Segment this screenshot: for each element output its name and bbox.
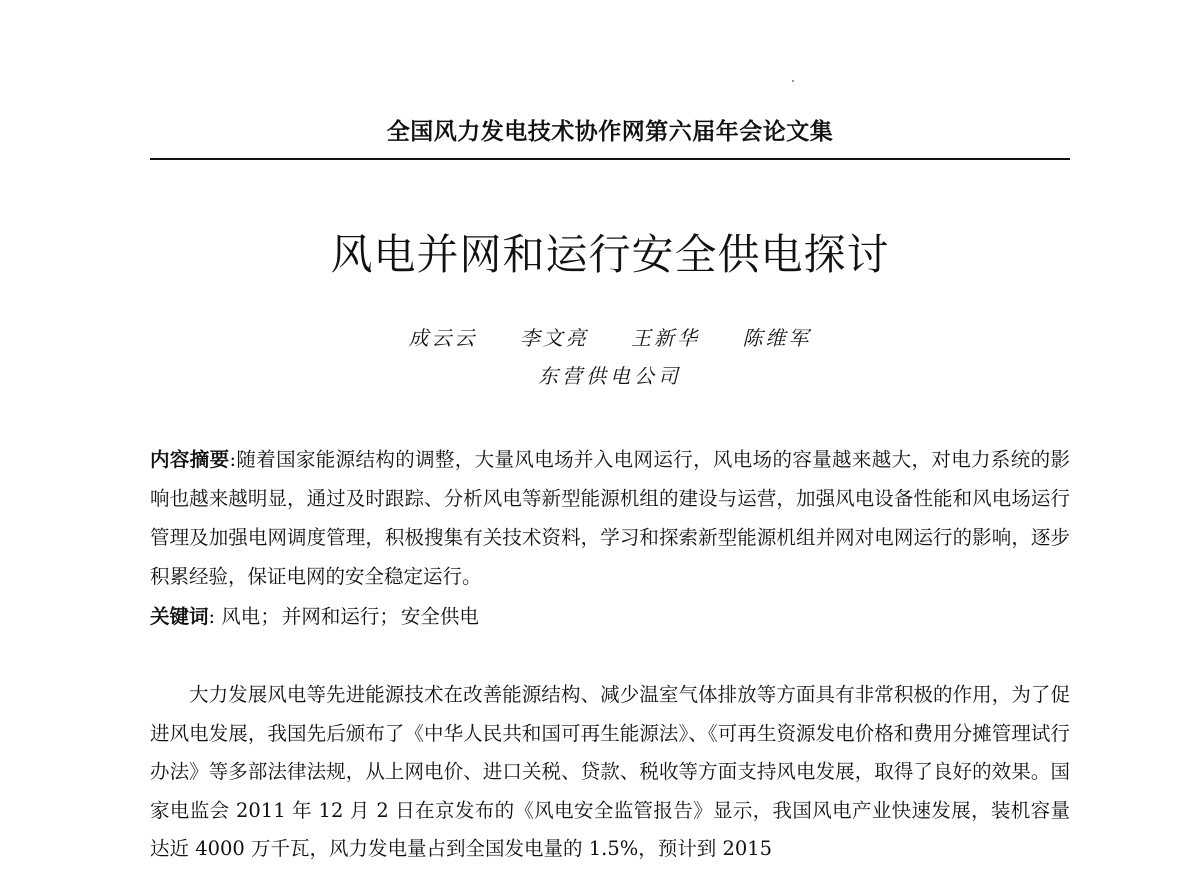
- body-paragraph: 大力发展风电等先进能源技术在改善能源结构、减少温室气体排放等方面具有非常积极的作用，为了促进风电发展，我国先后颁布了《中华人民共和国可再生能源法》、《可再生资源发电价格和费用分摊管理试行办法》等多部法律法规，从上网电价、进口关税、贷款、税收等方面支持风电发展，取得了良好的效果。国家电监会 2011 年 12 月 2 日在京发布的《风电安全监管报告》显示，我国风电产业快速发展，装机容量达近 4000 万千瓦，风力发电量占到全国发电量的 1.5%，预计到 2015: [150, 683, 1070, 860]
- abstract-text: 随着国家能源结构的调整，大量风电场并入电网运行，风电场的容量越来越大，对电力系统的影响也越来越明显，通过及时跟踪、分析风电等新型能源机组的建设与运营，加强风电设备性能和风电场运行管理及加强电网调度管理，积极搜集有关技术资料，学习和探索新型能源机组并网对电网运行的影响，逐步积累经验，保证电网的安全稳定运行。: [150, 448, 1070, 588]
- abstract: [150, 440, 1070, 596]
- keyword-separator: ；: [379, 605, 399, 628]
- author-name: 成云云: [408, 326, 478, 350]
- keyword-item: 风电: [221, 605, 261, 628]
- keywords-separator: :: [208, 605, 216, 628]
- scan-speck: [792, 80, 794, 82]
- keyword-separator: ；: [260, 605, 280, 628]
- paper-title: 风电并网和运行安全供电探讨: [330, 230, 890, 279]
- keywords-label: 关键词: [150, 605, 209, 628]
- affiliation: 东营供电公司: [538, 364, 682, 388]
- author-name: 王新华: [631, 326, 701, 350]
- author-name: 李文亮: [519, 326, 589, 350]
- abstract-label: 内容摘要: [150, 448, 230, 471]
- keyword-item: 并网和运行: [281, 605, 380, 628]
- header-rule: [150, 158, 1070, 160]
- author-name: 陈维军: [742, 326, 812, 350]
- keywords: [150, 599, 1070, 635]
- keyword-item: 安全供电: [400, 605, 479, 628]
- running-header: 全国风力发电技术协作网第六届年会论文集: [386, 119, 834, 145]
- author-list: [150, 322, 1070, 351]
- abstract-separator: :: [229, 448, 237, 471]
